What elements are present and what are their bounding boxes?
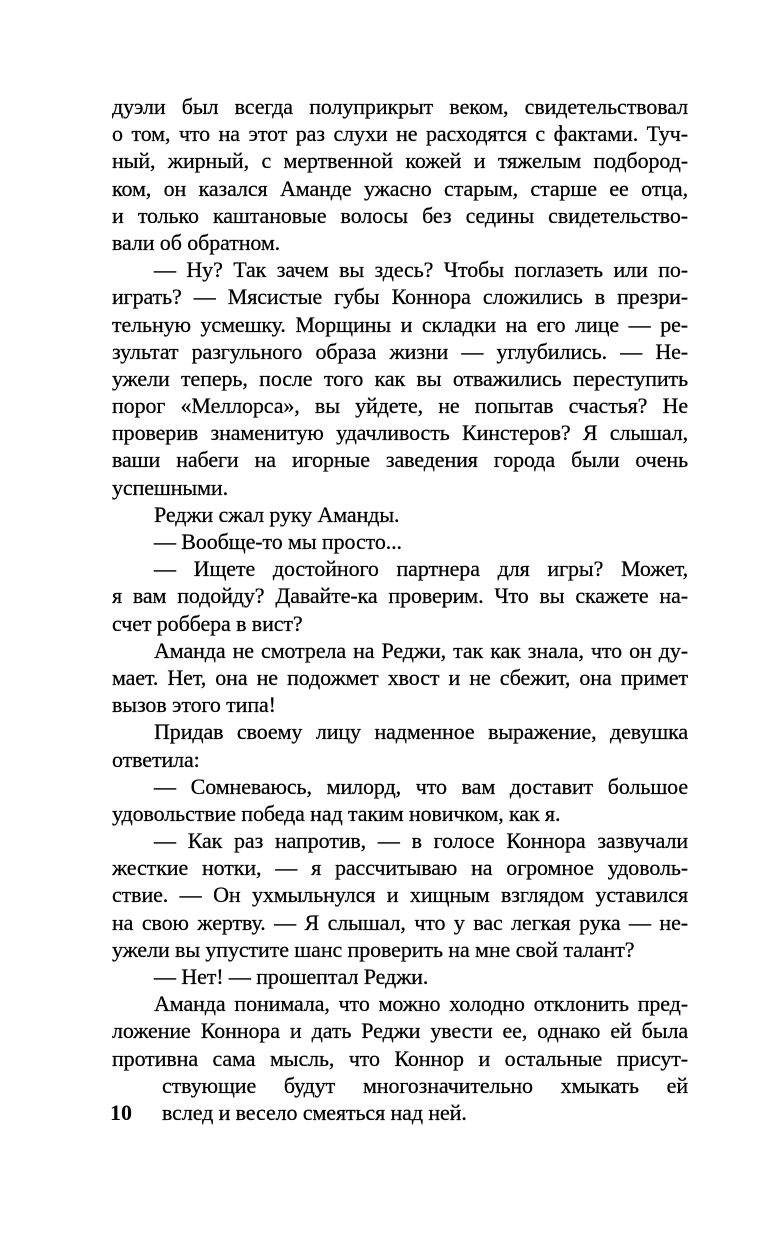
text-line: я вам подойду? Давайте-ка проверим. Что вы скажете на-: [112, 583, 688, 609]
paragraph: [112, 93, 688, 256]
text-line: противна сама мысль, что Коннор и остальные присут-: [112, 1045, 688, 1071]
text-line: проверив знаменитую удачливость Кинстеров? Я слышал,: [112, 420, 688, 446]
text-line: ком, он казался Аманде ужасно старым, старше ее отца,: [112, 175, 688, 201]
paragraph: [112, 718, 688, 772]
text-line: — Ну? Так зачем вы здесь? Чтобы поглазеть или по-: [154, 257, 688, 283]
paragraph: [112, 637, 688, 719]
text-line: играть? — Мясистые губы Коннора сложились в презри-: [112, 284, 688, 310]
text-line: и только каштановые волосы без седины свидетельство-: [112, 202, 688, 228]
text-line: Аманда понимала, что можно холодно отклонить пред-: [154, 991, 688, 1017]
text-line: — Ищете достойного партнера для игры? Может,: [154, 556, 688, 582]
text-line: ваши набеги на игорные заведения города были очень: [112, 447, 688, 473]
text-line: ствующие будут многозначительно хмыкать ей: [162, 1072, 688, 1098]
paragraph: [112, 990, 688, 1126]
text-line: — Нет! — прошептал Реджи.: [154, 964, 429, 989]
text-line: — Вообще-то мы просто...: [154, 529, 402, 554]
text-line: Придав своему лицу надменное выражение, девушка: [154, 719, 688, 745]
text-line: ужели теперь, после того как вы отважились переступить: [112, 365, 688, 391]
text-line: удовольствие победа над таким новичком, как я.: [112, 800, 561, 826]
text-line: ответила:: [112, 746, 200, 772]
text-line: — Как раз напротив, — в голосе Коннора зазвучали: [154, 828, 688, 854]
text-line: ужели вы упустите шанс проверить на мне свой талант?: [112, 936, 635, 962]
text-line: ложение Коннора и дать Реджи увести ее, однако ей была: [112, 1018, 688, 1044]
text-line: успешными.: [112, 474, 228, 500]
text-line: вызов этого типа!: [112, 692, 276, 718]
paragraph: [112, 555, 688, 637]
text-line: о том, что на этот раз слухи не расходятся с фактами. Туч-: [112, 121, 688, 147]
page-text: [112, 0, 688, 1126]
text-line: Реджи сжал руку Аманды.: [154, 501, 400, 527]
text-line: порог «Меллорса», вы уйдете, не попытав счастья? Не: [112, 393, 688, 419]
text-line: тельную усмешку. Морщины и складки на его лице — ре-: [112, 311, 688, 337]
text-line: зультат разгульного образа жизни — углубились. — Не-: [112, 338, 688, 364]
text-line: — Сомневаюсь, милорд, что вам доставит большое: [154, 773, 688, 799]
paragraph: [112, 827, 688, 963]
text-line: мает. Нет, она не подожмет хвост и не сбежит, она примет: [112, 664, 688, 690]
text-line: на свою жертву. — Я слышал, что у вас легкая рука — не-: [112, 909, 688, 935]
paragraph: [112, 773, 688, 827]
paragraph: [112, 256, 688, 501]
text-line: дуэли был всегда полуприкрыт веком, свидетельствовал: [112, 94, 688, 119]
text-line: вали об обратном.: [112, 229, 281, 255]
paragraph: [112, 501, 688, 528]
paragraph: [112, 963, 688, 990]
text-line: счет роббера в вист?: [112, 610, 303, 636]
text-line: ствие. — Он ухмыльнулся и хищным взглядом уставился: [112, 882, 688, 908]
text-line: жесткие нотки, — я рассчитываю на огромное удоволь-: [112, 855, 688, 881]
text-line: ный, жирный, с мертвенной кожей и тяжелым подбород-: [112, 148, 688, 174]
text-line: Аманда не смотрела на Реджи, так как знала, что он ду-: [154, 637, 688, 663]
paragraph: [112, 528, 688, 555]
page-number: 10: [110, 1100, 132, 1125]
text-line: вслед и весело смеяться над ней.: [162, 1099, 467, 1125]
